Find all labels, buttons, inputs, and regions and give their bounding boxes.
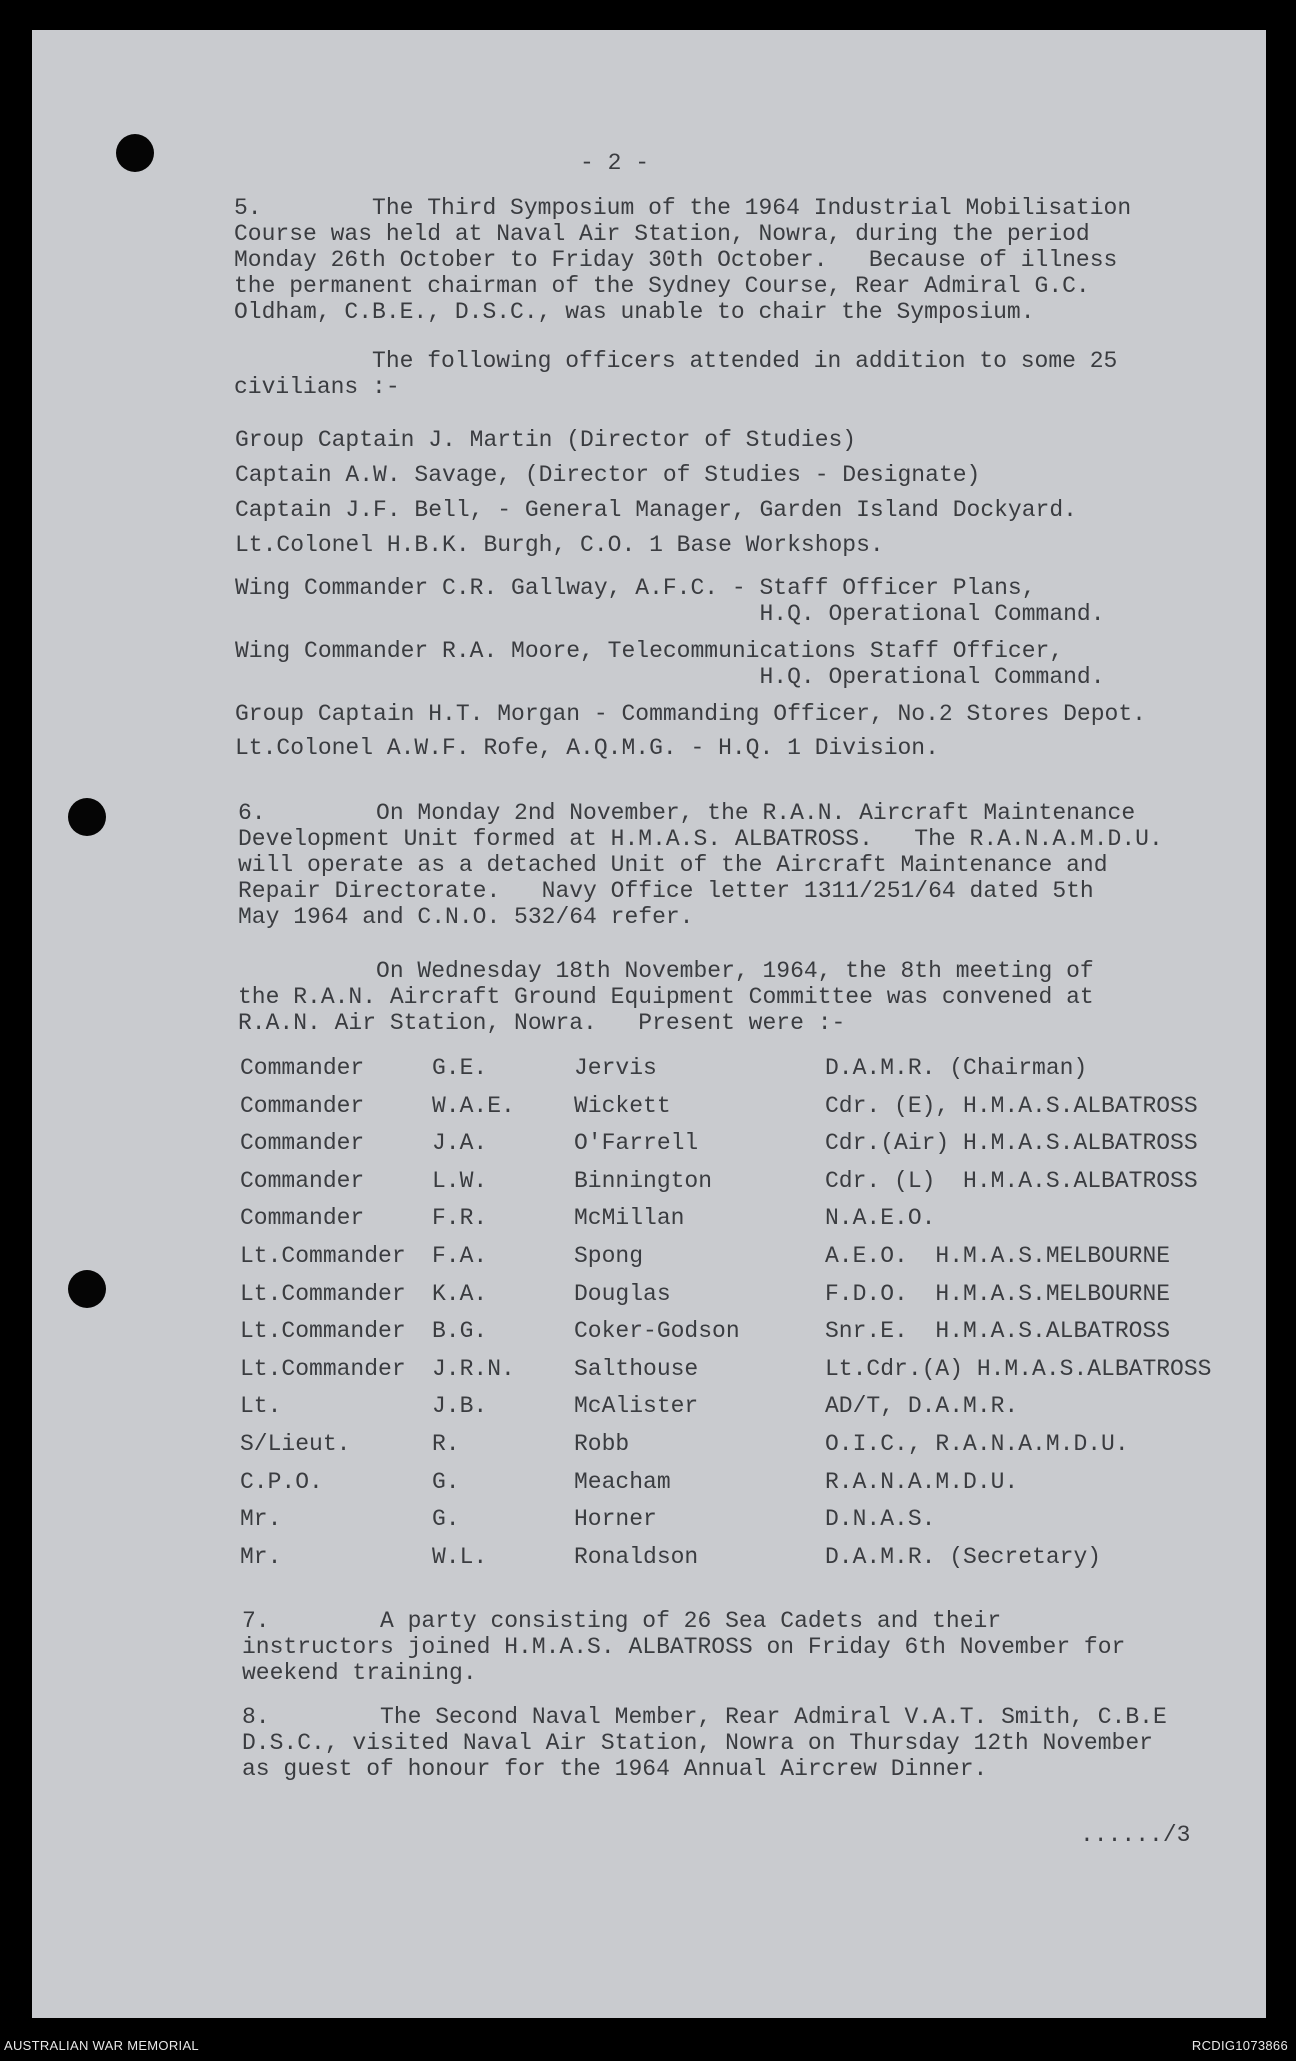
officer-entry: Lt.Colonel H.B.K. Burgh, C.O. 1 Base Workshops. [235,532,884,558]
rank-cell: Lt. [240,1393,282,1420]
text-line: the R.A.N. Aircraft Ground Equipment Committee was convened at [238,984,1094,1010]
table-row [32,1128,1266,1158]
position-cell: F.D.O. H.M.A.S.MELBOURNE [825,1280,1171,1307]
surname-cell: Coker-Godson [574,1318,740,1345]
rank-cell: C.P.O. [240,1468,323,1495]
table-row [32,1203,1266,1233]
surname-cell: Salthouse [574,1355,699,1382]
document-page [32,30,1266,2018]
text-line: weekend training. [242,1660,477,1686]
table-row [32,1429,1266,1459]
initials-cell: R. [432,1431,460,1457]
initials-cell: G.E. [432,1055,488,1081]
table-row [32,1391,1266,1421]
initials-cell: B.G. [432,1318,488,1345]
rank-cell: Lt.Commander [240,1243,406,1269]
officer-entry: Wing Commander C.R. Gallway, A.F.C. - Staff Officer Plans, [235,575,1036,601]
text-line: 6. On Monday 2nd November, the R.A.N. Aircraft Maintenance [238,800,1136,826]
text-line: civilians :- [234,374,400,400]
footer-record-id: RCDIG1073866 [1191,2038,1288,2053]
rank-cell: Lt.Commander [240,1280,406,1307]
table-row [32,1091,1266,1121]
initials-cell: J.B. [432,1393,488,1420]
officer-entry: Captain J.F. Bell, - General Manager, Garden Island Dockyard. [235,497,1077,523]
initials-cell: F.R. [432,1205,488,1232]
surname-cell: McMillan [574,1205,685,1232]
rank-cell: Mr. [240,1543,282,1570]
text-line: May 1964 and C.N.O. 532/64 refer. [238,904,694,930]
position-cell: O.I.C., R.A.N.A.M.D.U. [825,1431,1129,1457]
text-line: On Wednesday 18th November, 1964, the 8th meeting of [238,958,1094,984]
surname-cell: Horner [574,1506,657,1533]
officer-entry: Captain A.W. Savage, (Director of Studies - Designate) [235,462,981,488]
table-row [32,1241,1266,1271]
continuation-marker: ....../3 [1080,1822,1191,1848]
table-row [32,1542,1266,1572]
officer-entry: Group Captain H.T. Morgan - Commanding Officer, No.2 Stores Depot. [235,701,1146,727]
position-cell: D.A.M.R. (Chairman) [825,1055,1088,1081]
initials-cell: F.A. [432,1243,488,1269]
text-line: 8. The Second Naval Member, Rear Admiral V.A.T. Smith, C.B.E [242,1704,1167,1730]
surname-cell: Douglas [574,1280,671,1307]
officer-entry: Lt.Colonel A.W.F. Rofe, A.Q.M.G. - H.Q. 1 Division. [235,735,939,761]
rank-cell: Commander [240,1205,365,1232]
table-row [32,1279,1266,1309]
position-cell: AD/T, D.A.M.R. [825,1393,1019,1420]
rank-cell: S/Lieut. [240,1431,351,1457]
rank-cell: Mr. [240,1506,282,1533]
surname-cell: Robb [574,1431,630,1457]
officer-entry: Wing Commander R.A. Moore, Telecommunications Staff Officer, [235,638,1064,664]
text-line: D.S.C., visited Naval Air Station, Nowra on Thursday 12th November [242,1730,1153,1756]
punch-hole-middle [68,798,106,836]
rank-cell: Lt.Commander [240,1318,406,1345]
text-line: 5. The Third Symposium of the 1964 Industrial Mobilisation [234,195,1132,221]
table-row [32,1053,1266,1083]
position-cell: Cdr.(Air) H.M.A.S.ALBATROSS [825,1130,1198,1157]
initials-cell: J.R.N. [432,1355,515,1382]
text-line: the permanent chairman of the Sydney Course, Rear Admiral G.C. [234,273,1090,299]
initials-cell: G. [432,1506,460,1533]
officer-entry: Group Captain J. Martin (Director of Studies) [235,427,857,453]
text-line: instructors joined H.M.A.S. ALBATROSS on Friday 6th November for [242,1634,1126,1660]
position-cell: Snr.E. H.M.A.S.ALBATROSS [825,1318,1171,1345]
initials-cell: W.A.E. [432,1092,515,1119]
table-row [32,1354,1266,1384]
surname-cell: Meacham [574,1468,671,1495]
table-row [32,1467,1266,1497]
punch-hole-top [116,134,154,172]
surname-cell: Ronaldson [574,1543,699,1570]
table-row [32,1504,1266,1534]
position-cell: N.A.E.O. [825,1205,936,1232]
surname-cell: Binnington [574,1167,713,1194]
surname-cell: Jervis [574,1055,657,1081]
rank-cell: Lt.Commander [240,1355,406,1382]
position-cell: Cdr. (L) H.M.A.S.ALBATROSS [825,1167,1198,1194]
text-line: The following officers attended in addition to some 25 [234,348,1118,374]
officer-entry: H.Q. Operational Command. [235,664,1105,690]
surname-cell: McAlister [574,1393,699,1420]
text-line: Course was held at Naval Air Station, Nowra, during the period [234,221,1090,247]
text-line: R.A.N. Air Station, Nowra. Present were :- [238,1010,846,1036]
initials-cell: G. [432,1468,460,1495]
text-line: Repair Directorate. Navy Office letter 1311/251/64 dated 5th [238,878,1094,904]
surname-cell: O'Farrell [574,1130,699,1157]
surname-cell: Spong [574,1243,644,1269]
text-line: as guest of honour for the 1964 Annual Aircrew Dinner. [242,1756,988,1782]
initials-cell: J.A. [432,1130,488,1157]
rank-cell: Commander [240,1167,365,1194]
initials-cell: L.W. [432,1167,488,1194]
text-line: will operate as a detached Unit of the Aircraft Maintenance and [238,852,1108,878]
initials-cell: W.L. [432,1543,488,1570]
rank-cell: Commander [240,1055,365,1081]
text-line: 7. A party consisting of 26 Sea Cadets and their [242,1608,1002,1634]
table-row [32,1166,1266,1196]
position-cell: R.A.N.A.M.D.U. [825,1468,1019,1495]
position-cell: Cdr. (E), H.M.A.S.ALBATROSS [825,1092,1198,1119]
position-cell: A.E.O. H.M.A.S.MELBOURNE [825,1243,1171,1269]
initials-cell: K.A. [432,1280,488,1307]
rank-cell: Commander [240,1130,365,1157]
position-cell: Lt.Cdr.(A) H.M.A.S.ALBATROSS [825,1355,1212,1382]
rank-cell: Commander [240,1092,365,1119]
footer-archive-name: AUSTRALIAN WAR MEMORIAL [4,2038,199,2053]
position-cell: D.A.M.R. (Secretary) [825,1543,1102,1570]
officer-entry: H.Q. Operational Command. [235,601,1105,627]
page-number: - 2 - [580,150,650,176]
surname-cell: Wickett [574,1092,671,1119]
position-cell: D.N.A.S. [825,1506,936,1533]
text-line: Monday 26th October to Friday 30th October. Because of illness [234,247,1118,273]
table-row [32,1316,1266,1346]
text-line: Development Unit formed at H.M.A.S. ALBATROSS. The R.A.N.A.M.D.U. [238,826,1163,852]
text-line: Oldham, C.B.E., D.S.C., was unable to chair the Symposium. [234,299,1035,325]
